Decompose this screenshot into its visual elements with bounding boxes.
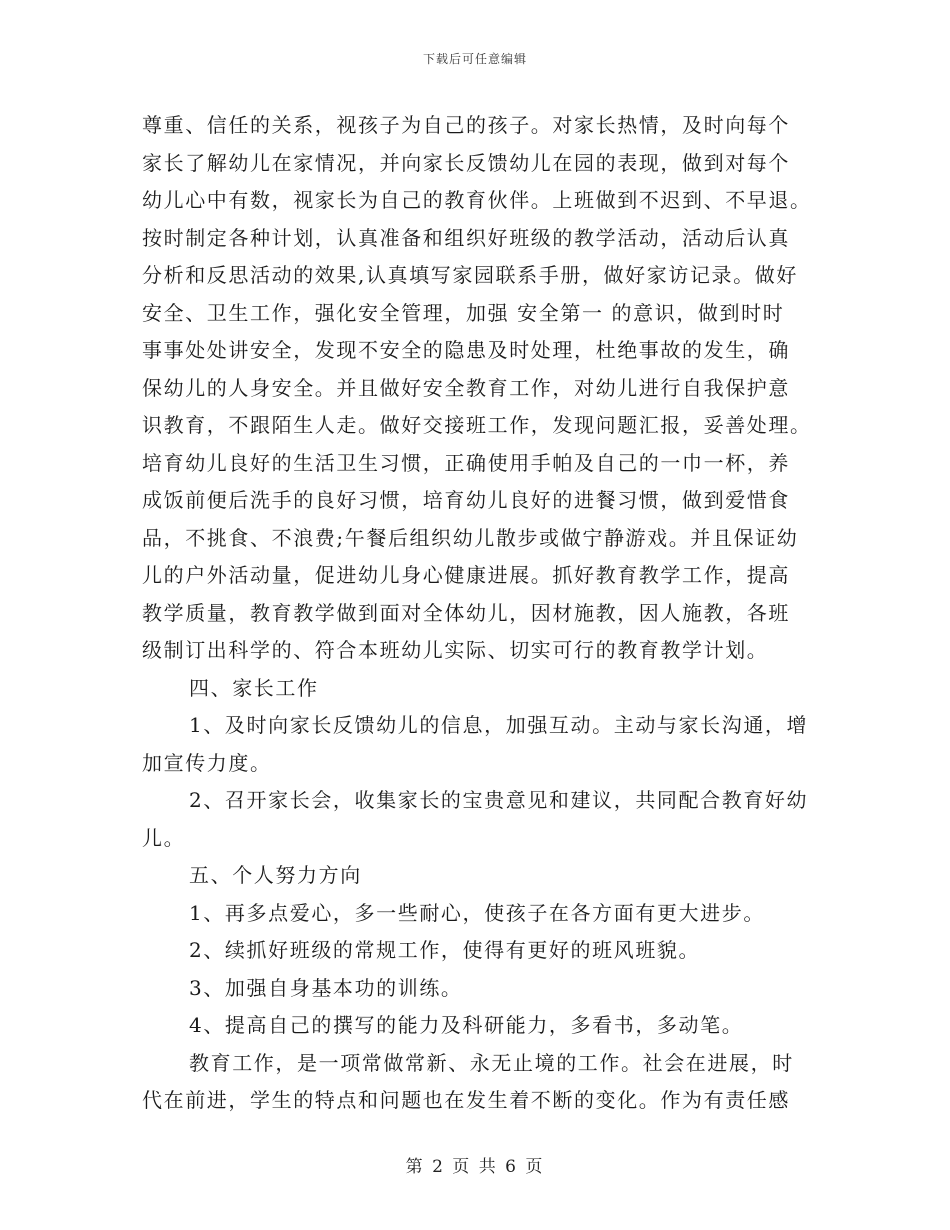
text-line: 事事处处讲安全，发现不安全的隐患及时处理，杜绝事故的发生，确 <box>142 338 790 362</box>
text-line: 保幼儿的人身安全。并且做好安全教育工作，对幼儿进行自我保护意 <box>142 375 790 400</box>
text-line: 代在前进，学生的特点和问题也在发生着不断的变化。作为有责任感 <box>142 1088 790 1112</box>
text-line: 加宣传力度。 <box>142 750 272 775</box>
text-line: 1、及时向家长反馈幼儿的信息，加强互动。主动与家长沟通，增 <box>189 713 809 737</box>
text-line: 2、续抓好班级的常规工作，使得有更好的班风班貌。 <box>189 938 701 962</box>
text-line: 儿。 <box>142 825 186 850</box>
text-line: 3、加强自身基本功的训练。 <box>189 975 463 1000</box>
section-heading: 四、家长工作 <box>189 675 319 700</box>
text-line: 教育工作，是一项常做常新、永无止境的工作。社会在进展，时 <box>189 1050 794 1075</box>
text-line: 家长了解幼儿在家情况，并向家长反馈幼儿在园的表现，做到对每个 <box>142 150 790 175</box>
text-line: 尊重、信任的关系，视孩子为自己的孩子。对家长热情，及时向每个 <box>142 113 790 137</box>
section-heading: 五、个人努力方向 <box>189 863 362 887</box>
text-line: 品，不挑食、不浪费;午餐后组织幼儿散步或做宁静游戏。并且保证幼 <box>142 525 799 550</box>
text-line: 识教育，不跟陌生人走。做好交接班工作，发现问题汇报，妥善处理。 <box>142 413 812 437</box>
text-line: 级制订出科学的、符合本班幼儿实际、切实可行的教育教学计划。 <box>142 638 769 662</box>
page-number: 第 2 页 共 6 页 <box>405 1157 545 1177</box>
text-line: 教学质量，教育教学做到面对全体幼儿，因材施教，因人施教，各班 <box>142 600 790 625</box>
header-note: 下载后可任意编辑 <box>422 52 527 66</box>
text-line: 2、召开家长会，收集家长的宝贵意见和建议，共同配合教育好幼 <box>189 788 809 812</box>
text-line: 成饭前便后洗手的良好习惯，培育幼儿良好的进餐习惯，做到爱惜食 <box>142 488 790 512</box>
text-line: 培育幼儿良好的生活卫生习惯，正确使用手帕及自己的一巾一杯，养 <box>142 450 790 475</box>
text-line: 1、再多点爱心，多一些耐心，使孩子在各方面有更大进步。 <box>189 900 765 925</box>
text-line: 安全、卫生工作，强化安全管理，加强 安全第一 的意识，做到时时 <box>142 300 785 325</box>
text-line: 4、提高自己的撰写的能力及科研能力，多看书，多动笔。 <box>189 1013 744 1037</box>
document-body <box>142 107 812 1120</box>
text-line: 儿的户外活动量，促进幼儿身心健康进展。抓好教育教学工作，提高 <box>142 563 790 587</box>
text-line: 幼儿心中有数，视家长为自己的教育伙伴。上班做到不迟到、不早退。 <box>142 188 812 212</box>
text-line: 分析和反思活动的效果,认真填写家园联系手册，做好家访记录。做好 <box>142 263 798 287</box>
text-line: 按时制定各种计划，认真准备和组织好班级的教学活动，活动后认真 <box>142 225 790 250</box>
